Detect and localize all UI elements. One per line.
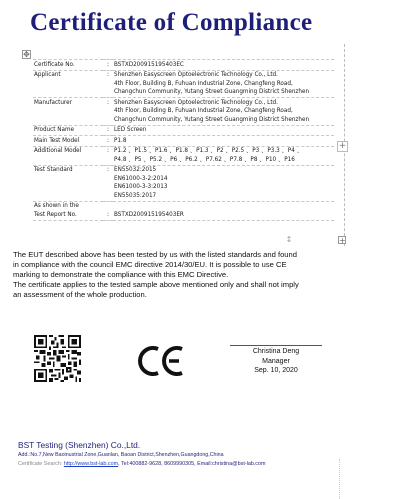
table-row: Certificate No. : BSTXD200915195403EC (33, 60, 334, 71)
row-label: Product Name (33, 125, 103, 136)
statement-line: The certificate applies to the tested sample above mentioned only and shall not imply (13, 280, 299, 289)
signature-line (230, 345, 322, 346)
manufacturer-address-line: 4th Floor, Building B, Fuhuan Industrial Zone, Changfeng Road, (114, 107, 293, 114)
signature-date: Sep. 10, 2020 (254, 367, 298, 375)
table-row: Main Test Model : P1.8 (33, 136, 334, 147)
test-standard: EN55035:2017 (114, 191, 157, 199)
table-row: As shown in the Test Report No. : BSTXD200915195403ER (33, 201, 334, 220)
expand-icon: ↕ (285, 235, 293, 244)
product-name: LED Screen (113, 125, 334, 136)
table-row: Test Standard : EN55032:2015 EN61000-3-2:2014 EN61000-3-3:2013 EN55035:2017 (33, 165, 334, 201)
table-row: Product Name : LED Screen (33, 125, 334, 136)
row-label: Test Report No. (34, 210, 77, 218)
add-column-icon[interactable]: + (338, 141, 347, 151)
row-label: Test Standard (33, 165, 103, 201)
signature-block (228, 345, 324, 376)
row-label: Certificate No. (33, 60, 103, 71)
ce-mark-icon (138, 343, 186, 379)
additional-models-line: P1.2 、P1.5 、P1.6 、P1.8 、P1.3 、P2 、P2.5 、P3 、P3.3 、P4 、 (114, 147, 303, 154)
website-link[interactable]: http://www.bst-lab.com (63, 461, 119, 467)
table-resize-handle-icon[interactable]: + (339, 236, 346, 245)
company-address: Add.:No.7,New Baoinustrial Zone,Guanlan, Baoan District,Shenzhen,Guangdong,China (18, 452, 224, 458)
test-standard: EN61000-3-2:2014 (114, 174, 168, 182)
main-test-model: P1.8 (113, 136, 334, 147)
applicant-address-line: Changchun Community, Yutang Street Guangming District Shenzhen (114, 88, 310, 95)
test-standard: EN61000-3-3:2013 (114, 183, 168, 190)
row-label: Manufacturer (33, 98, 103, 126)
statement-line: marking to demonstrate the compliance with this EMC Directive. (13, 270, 229, 279)
table-move-handle-icon[interactable]: ✥ (23, 50, 30, 59)
row-label: Additional Model (33, 146, 103, 165)
statement-line: an assessment of the whole production. (13, 290, 147, 299)
row-label: As shown in the (34, 202, 79, 209)
statement-line: in compliance with the council EMC directive 2014/30/EU. It is possible to use CE (13, 260, 287, 269)
signatory-title: Manager (262, 357, 290, 365)
footer (18, 440, 388, 469)
manufacturer-name: Shenzhen Easyscreen Optoelectronic Technology Co., Ltd. (114, 98, 278, 106)
table-row: Applicant : Shenzhen Easyscreen Optoelectronic Technology Co., Ltd. 4th Floor, Building B, Fuhuan Industrial Zone, Changfeng Road, Changchun Community, Yutang Street Guangming District Shenzhen (33, 70, 334, 98)
manufacturer-address-line: Changchun Community, Yutang Street Guangming District Shenzhen (114, 115, 310, 123)
applicant-name: Shenzhen Easyscreen Optoelectronic Technology Co., Ltd. (114, 71, 278, 78)
certificate-search-line (18, 460, 388, 469)
compliance-statement (13, 250, 393, 300)
table-row: Manufacturer : Shenzhen Easyscreen Optoelectronic Technology Co., Ltd. 4th Floor, Building B, Fuhuan Industrial Zone, Changfeng Road, Changchun Community, Yutang Street Guangming District Shenzhen (33, 98, 334, 126)
additional-models-line: P4.8 、P5 、P5.2 、P6 、P6.2 、P7.62 、P7.8 、P8 、P10 、P16 (114, 155, 295, 163)
contact-info: , Tel:400882-9628, 8609990305, Email:christina@bst-lab.com (118, 461, 266, 467)
signatory-name: Christina Deng (252, 348, 300, 355)
row-label: Main Test Model (33, 136, 103, 147)
search-label: Certificate Search: (18, 461, 63, 467)
test-standard: EN55032:2015 (114, 166, 157, 173)
certificate-title: Certificate of Compliance (30, 9, 313, 36)
applicant-address-line: 4th Floor, Building B, Fuhuan Industrial Zone, Changfeng Road, (114, 79, 293, 87)
company-name: BST Testing (Shenzhen) Co.,Ltd. (18, 440, 141, 450)
certificate-details-table (33, 59, 334, 221)
row-label: Applicant (33, 70, 103, 98)
statement-line: The EUT described above has been tested by us with the listed standards and found (13, 250, 297, 259)
test-report-number: BSTXD200915195403ER (114, 210, 184, 218)
qr-code-icon (34, 335, 81, 382)
table-row: Additional Model : P1.2 、P1.5 、P1.6 、P1.8 、P1.3 、P2 、P2.5 、P3 、P3.3 、P4 、 P4.8 、P5 、P5.2 、P6 、P6.2 、P7.62 、P7.8 、P8 、P10 、P16 (33, 146, 334, 165)
certificate-number: BSTXD200915195403EC (113, 60, 334, 71)
